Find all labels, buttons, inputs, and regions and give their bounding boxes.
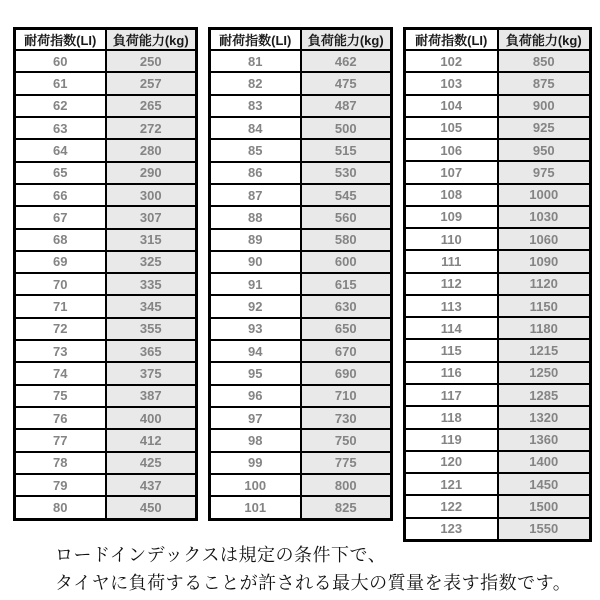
load-index-value: 100 <box>210 474 301 496</box>
footer-line-2: タイヤに負荷することが許される最大の質量を表す指数です。 <box>55 573 572 593</box>
table-row <box>405 250 591 272</box>
load-capacity-value: 290 <box>106 162 197 184</box>
load-capacity-value: 530 <box>301 162 392 184</box>
table-row <box>405 518 591 541</box>
table-row <box>210 273 392 295</box>
load-index-value: 78 <box>15 452 106 474</box>
load-capacity-value: 580 <box>301 229 392 251</box>
table-row <box>405 362 591 384</box>
load-capacity-value: 1000 <box>498 184 591 206</box>
load-index-value: 70 <box>15 273 106 295</box>
load-capacity-value: 1150 <box>498 295 591 317</box>
table-row <box>15 72 197 94</box>
header-load-index: 耐荷指数(LI) <box>15 29 106 51</box>
load-capacity-value: 1320 <box>498 406 591 428</box>
load-index-value: 79 <box>15 474 106 496</box>
load-index-value: 121 <box>405 473 498 495</box>
load-index-value: 83 <box>210 95 301 117</box>
table-row <box>15 139 197 161</box>
load-index-value: 92 <box>210 295 301 317</box>
table-row <box>15 184 197 206</box>
table-row <box>210 251 392 273</box>
load-capacity-value: 545 <box>301 184 392 206</box>
load-index-value: 85 <box>210 139 301 161</box>
load-capacity-value: 375 <box>106 362 197 384</box>
load-index-value: 113 <box>405 295 498 317</box>
load-capacity-value: 690 <box>301 362 392 384</box>
table-row <box>15 117 197 139</box>
table-row <box>405 273 591 295</box>
load-index-table-60-80 <box>13 27 198 521</box>
load-capacity-value: 425 <box>106 452 197 474</box>
table-row <box>15 407 197 429</box>
load-capacity-value: 450 <box>106 496 197 519</box>
table-row <box>210 295 392 317</box>
load-capacity-value: 900 <box>498 95 591 117</box>
load-index-value: 122 <box>405 495 498 517</box>
load-index-value: 71 <box>15 295 106 317</box>
table-row <box>15 229 197 251</box>
load-capacity-value: 1215 <box>498 339 591 361</box>
load-capacity-value: 1450 <box>498 473 591 495</box>
load-index-value: 91 <box>210 273 301 295</box>
load-index-value: 107 <box>405 161 498 183</box>
table-row <box>15 362 197 384</box>
load-index-value: 117 <box>405 384 498 406</box>
load-capacity-value: 315 <box>106 229 197 251</box>
table-row <box>405 451 591 473</box>
load-index-value: 89 <box>210 229 301 251</box>
load-index-value: 93 <box>210 318 301 340</box>
load-capacity-value: 412 <box>106 429 197 451</box>
footer-line-1: ロードインデックスは規定の条件下で、 <box>55 545 387 565</box>
load-index-value: 69 <box>15 251 106 273</box>
header-load-capacity: 負荷能力(kg) <box>301 29 392 51</box>
load-index-value: 62 <box>15 95 106 117</box>
load-capacity-value: 345 <box>106 295 197 317</box>
load-capacity-value: 850 <box>498 50 591 72</box>
load-capacity-value: 1550 <box>498 518 591 541</box>
load-index-value: 112 <box>405 273 498 295</box>
table-row <box>405 206 591 228</box>
load-index-value: 119 <box>405 429 498 451</box>
load-capacity-value: 387 <box>106 385 197 407</box>
load-index-value: 123 <box>405 518 498 541</box>
table-row <box>15 452 197 474</box>
load-capacity-value: 600 <box>301 251 392 273</box>
load-index-value: 82 <box>210 72 301 94</box>
load-index-value: 60 <box>15 50 106 72</box>
footer-note <box>55 541 571 597</box>
table-row <box>210 340 392 362</box>
load-capacity-value: 1400 <box>498 451 591 473</box>
load-index-value: 88 <box>210 206 301 228</box>
table-row <box>15 95 197 117</box>
table-row <box>15 474 197 496</box>
table-row <box>405 429 591 451</box>
table-row <box>405 317 591 339</box>
load-capacity-value: 975 <box>498 161 591 183</box>
table-row <box>210 95 392 117</box>
load-capacity-value: 950 <box>498 139 591 161</box>
load-index-value: 76 <box>15 407 106 429</box>
load-index-value: 80 <box>15 496 106 519</box>
load-capacity-value: 1250 <box>498 362 591 384</box>
load-capacity-value: 630 <box>301 295 392 317</box>
table-row <box>210 362 392 384</box>
load-index-value: 99 <box>210 452 301 474</box>
table-row <box>15 295 197 317</box>
load-index-value: 104 <box>405 95 498 117</box>
load-capacity-value: 250 <box>106 50 197 72</box>
table-row <box>210 496 392 519</box>
load-index-value: 110 <box>405 228 498 250</box>
load-index-value: 96 <box>210 385 301 407</box>
load-capacity-value: 325 <box>106 251 197 273</box>
header-load-capacity: 負荷能力(kg) <box>106 29 197 51</box>
load-index-value: 103 <box>405 72 498 94</box>
load-capacity-value: 730 <box>301 407 392 429</box>
table-row <box>15 318 197 340</box>
load-index-value: 64 <box>15 139 106 161</box>
table-row <box>405 495 591 517</box>
table-row <box>210 385 392 407</box>
load-capacity-value: 272 <box>106 117 197 139</box>
table-row <box>405 295 591 317</box>
load-index-value: 118 <box>405 406 498 428</box>
load-index-value: 114 <box>405 317 498 339</box>
load-index-value: 63 <box>15 117 106 139</box>
table-row <box>210 206 392 228</box>
load-index-value: 86 <box>210 162 301 184</box>
load-index-value: 94 <box>210 340 301 362</box>
load-capacity-value: 335 <box>106 273 197 295</box>
table-row <box>405 406 591 428</box>
load-capacity-value: 355 <box>106 318 197 340</box>
table-row <box>405 50 591 72</box>
load-capacity-value: 710 <box>301 385 392 407</box>
load-index-value: 67 <box>15 206 106 228</box>
load-index-value: 77 <box>15 429 106 451</box>
table-row <box>405 117 591 139</box>
load-capacity-value: 800 <box>301 474 392 496</box>
load-index-value: 87 <box>210 184 301 206</box>
table-row <box>15 340 197 362</box>
load-index-value: 95 <box>210 362 301 384</box>
table-row <box>405 161 591 183</box>
load-index-table-81-101 <box>208 27 393 521</box>
table-row <box>210 318 392 340</box>
header-row <box>405 29 591 51</box>
load-index-value: 98 <box>210 429 301 451</box>
load-capacity-value: 1500 <box>498 495 591 517</box>
load-index-value: 84 <box>210 117 301 139</box>
load-index-value: 74 <box>15 362 106 384</box>
table-row <box>210 139 392 161</box>
table-row <box>15 385 197 407</box>
load-capacity-value: 1285 <box>498 384 591 406</box>
load-index-value: 102 <box>405 50 498 72</box>
load-capacity-value: 475 <box>301 72 392 94</box>
table-row <box>210 407 392 429</box>
load-capacity-value: 1360 <box>498 429 591 451</box>
table-row <box>405 72 591 94</box>
load-capacity-value: 560 <box>301 206 392 228</box>
load-index-value: 106 <box>405 139 498 161</box>
load-index-value: 108 <box>405 184 498 206</box>
table-row <box>15 251 197 273</box>
load-capacity-value: 307 <box>106 206 197 228</box>
header-row <box>210 29 392 51</box>
load-capacity-value: 670 <box>301 340 392 362</box>
header-row <box>15 29 197 51</box>
table-row <box>405 139 591 161</box>
table-row <box>405 339 591 361</box>
load-capacity-value: 487 <box>301 95 392 117</box>
load-index-value: 73 <box>15 340 106 362</box>
load-capacity-value: 1120 <box>498 273 591 295</box>
table-row <box>15 50 197 72</box>
load-capacity-value: 1060 <box>498 228 591 250</box>
load-capacity-value: 462 <box>301 50 392 72</box>
load-index-table-102-123 <box>403 27 592 542</box>
table-row <box>210 72 392 94</box>
table-row <box>210 162 392 184</box>
header-load-index: 耐荷指数(LI) <box>210 29 301 51</box>
table-row <box>15 206 197 228</box>
table-row <box>210 474 392 496</box>
load-capacity-value: 925 <box>498 117 591 139</box>
table-row <box>210 229 392 251</box>
table-row <box>210 429 392 451</box>
table-row <box>15 496 197 519</box>
load-index-value: 111 <box>405 250 498 272</box>
table-row <box>210 117 392 139</box>
load-capacity-value: 257 <box>106 72 197 94</box>
load-index-value: 90 <box>210 251 301 273</box>
load-capacity-value: 400 <box>106 407 197 429</box>
load-capacity-value: 825 <box>301 496 392 519</box>
load-index-value: 115 <box>405 339 498 361</box>
table-row <box>405 473 591 495</box>
load-index-value: 61 <box>15 72 106 94</box>
load-index-value: 75 <box>15 385 106 407</box>
load-capacity-value: 1030 <box>498 206 591 228</box>
load-index-value: 120 <box>405 451 498 473</box>
header-load-capacity: 負荷能力(kg) <box>498 29 591 51</box>
table-row <box>210 50 392 72</box>
table-row <box>405 384 591 406</box>
load-index-value: 101 <box>210 496 301 519</box>
table-row <box>210 184 392 206</box>
load-index-value: 72 <box>15 318 106 340</box>
load-capacity-value: 875 <box>498 72 591 94</box>
table-row <box>405 228 591 250</box>
load-capacity-value: 515 <box>301 139 392 161</box>
load-index-value: 68 <box>15 229 106 251</box>
load-index-value: 116 <box>405 362 498 384</box>
table-row <box>15 273 197 295</box>
load-index-value: 109 <box>405 206 498 228</box>
load-capacity-value: 437 <box>106 474 197 496</box>
load-capacity-value: 1180 <box>498 317 591 339</box>
load-capacity-value: 300 <box>106 184 197 206</box>
table-row <box>15 429 197 451</box>
table-row <box>15 162 197 184</box>
load-capacity-value: 750 <box>301 429 392 451</box>
table-row <box>405 95 591 117</box>
load-capacity-value: 650 <box>301 318 392 340</box>
load-index-value: 105 <box>405 117 498 139</box>
load-capacity-value: 1090 <box>498 250 591 272</box>
load-index-value: 81 <box>210 50 301 72</box>
load-capacity-value: 500 <box>301 117 392 139</box>
load-capacity-value: 615 <box>301 273 392 295</box>
table-row <box>405 184 591 206</box>
load-capacity-value: 265 <box>106 95 197 117</box>
load-capacity-value: 775 <box>301 452 392 474</box>
load-index-value: 97 <box>210 407 301 429</box>
header-load-index: 耐荷指数(LI) <box>405 29 498 51</box>
load-index-value: 65 <box>15 162 106 184</box>
load-index-value: 66 <box>15 184 106 206</box>
load-capacity-value: 280 <box>106 139 197 161</box>
table-row <box>210 452 392 474</box>
load-capacity-value: 365 <box>106 340 197 362</box>
